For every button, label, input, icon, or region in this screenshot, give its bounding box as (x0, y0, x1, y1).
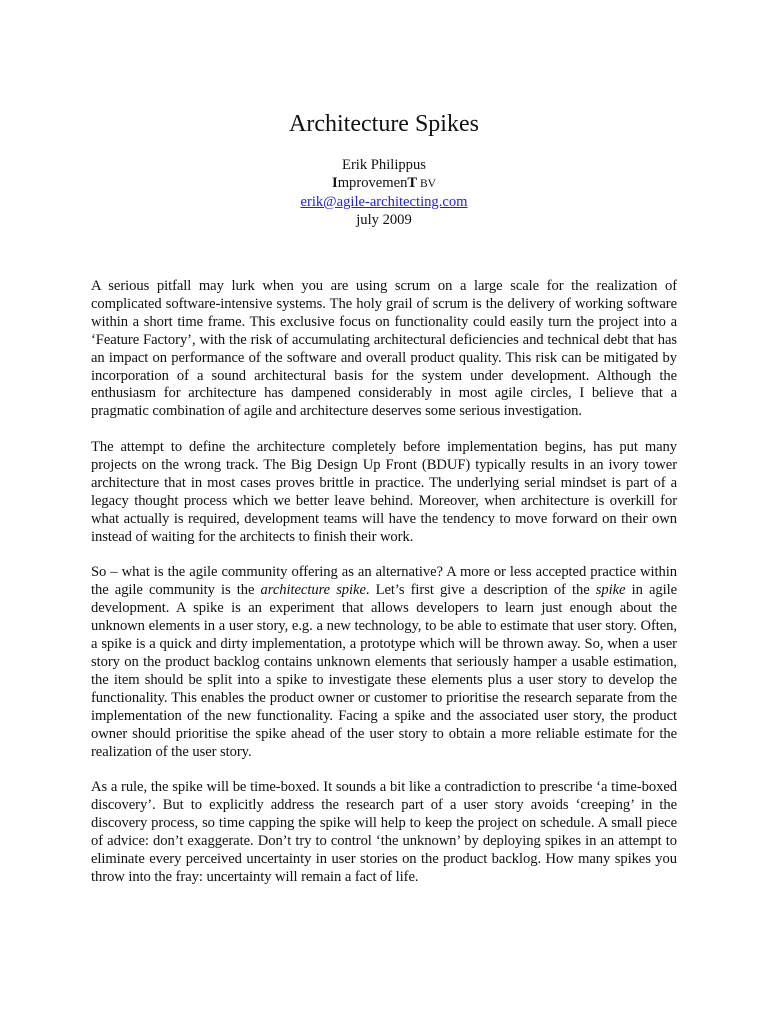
paragraph-3-part-3: in agile development. A spike is an experiment that allows developers to learn just enough about the unknown elements in a user story, e.g. a new technology, to be able to estimate that user story. Often, a spike is a quick and dirty implementation, a prototype which will be thrown away. So, when a user story on the product backlog contains unknown elements that seriously hamper a usable estimation, the item should be split into a spike to investigate these elements plus a user story to develop the functionality. This enables the product owner or customer to prioritise the research separate from the implementation of the new functionality. Facing a spike and the associated user story, the product owner should prioritise the spike ahead of the user story to obtain a more reliable estimate for the realization of the user story. (91, 582, 677, 760)
paragraph-2: The attempt to define the architecture completely before implementation begins, has put many projects on the wrong track. The Big Design Up Front (BDUF) typically results in an ivory tower architecture that in most cases proves brittle in practice. The underlying serial mindset is part of a legacy thought process which we better leave behind. Moreover, when architecture is overkill for what actually is required, development teams will have the tendency to move forward on their own instead of waiting for the architects to finish their work. (91, 439, 677, 545)
company-name (0, 174, 768, 193)
company-prefix: I (332, 175, 338, 191)
company-tail: BV (417, 178, 436, 190)
body-text (91, 278, 677, 905)
paragraph-3-part-1: So – what is the agile community offering as an alternative? A more or less accepted practice within the agile community is the (91, 564, 677, 599)
spike-term: spike (595, 582, 626, 599)
company-middle: mprovemen (337, 175, 408, 191)
architecture-spike-term: architecture spike (260, 582, 366, 599)
document-date: july 2009 (356, 212, 412, 228)
author-email-link[interactable]: erik@agile-architecting.com (300, 194, 468, 210)
paragraph-4: As a rule, the spike will be time-boxed. It sounds a bit like a contradiction to prescribe ‘a time-boxed discovery’. But to explicitly address the research part of a user story avoids ‘creeping’ in the discovery process, so time capping the spike will help to keep the project on schedule. A small piece of advice: don’t exaggerate. Don’t try to control ‘the unknown’ by deploying spikes in an attempt to eliminate every perceived uncertainty in user stories on the product backlog. How many spikes you throw into the fray: uncertainty will remain a fact of life. (91, 779, 677, 885)
paragraph-3 (91, 564, 677, 761)
company-suffix: T (407, 175, 418, 191)
page-title: Architecture Spikes (289, 111, 479, 137)
author-name: Erik Philippus (342, 157, 426, 173)
paragraph-3-part-2: . Let’s first give a description of the (365, 582, 596, 599)
paragraph-1: A serious pitfall may lurk when you are using scrum on a large scale for the realization of complicated software-intensive systems. The holy grail of scrum is the delivery of working software within a short time frame. This exclusive focus on functionality could easily turn the project into a ‘Feature Factory’, with the risk of accumulating architectural deficiencies and technical debt that has an impact on performance of the software and overall product quality. This risk can be mitigated by incorporation of a sound architectural basis for the system under development. Although the enthusiasm for architecture has dampened considerably in most agile circles, I believe that a pragmatic combination of agile and architecture deserves some serious investigation. (91, 278, 677, 420)
author-block (0, 156, 768, 229)
